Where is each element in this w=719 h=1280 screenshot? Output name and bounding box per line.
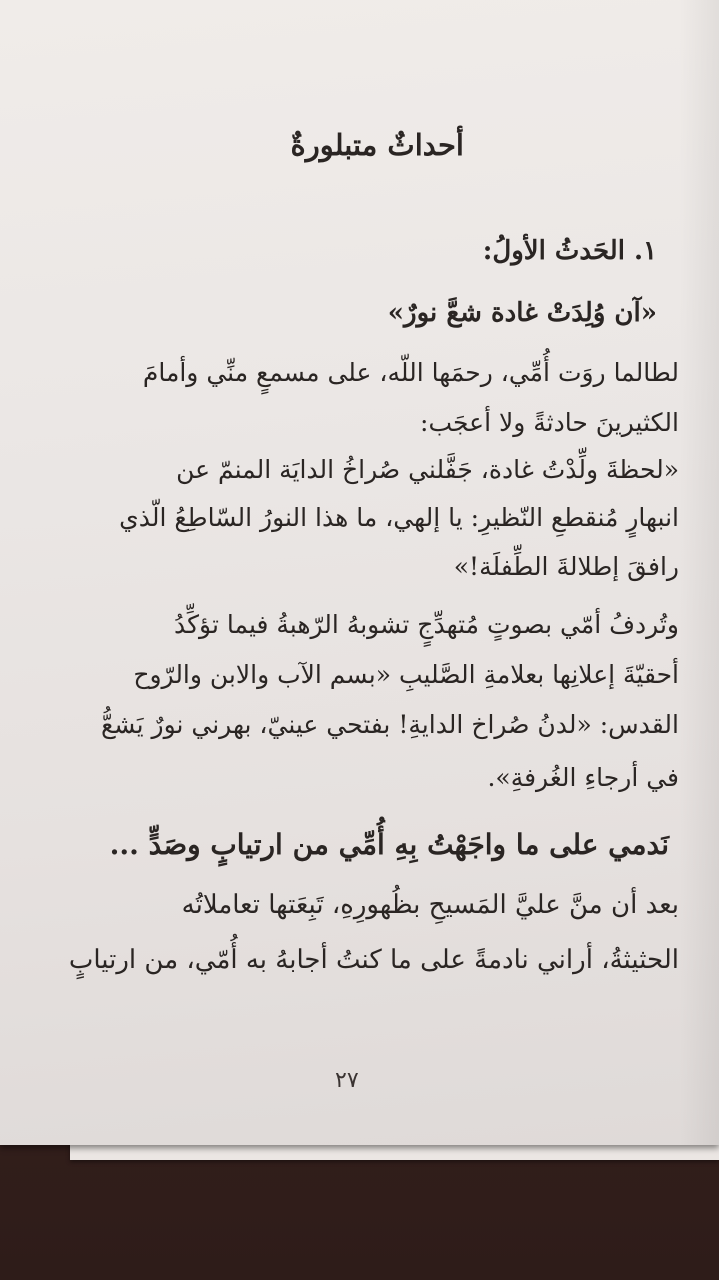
body-line: لطالما روَت أُمِّي، رحمَها اللّه، على مسمعٍ منِّي وأمامَ (142, 358, 679, 387)
body-line: أحقيّةَ إعلانِها بعلامةِ الصَّليبِ «بسم الآب والابن والرّوح (133, 660, 679, 689)
chapter-title: أحداثٌ متبلورةٌ (290, 128, 464, 162)
quote-heading: «آن وُلِدَتْ غادة شعَّ نورٌ» (387, 298, 657, 328)
subheading: نَدمي على ما واجَهْتُ بِهِ أُمِّي من ارتيابٍ وصَدٍّ ... (109, 828, 669, 861)
body-line: القدس: «لدنُ صُراخ الدايةِ! بفتحي عينيّ، بهرني نورٌ يَشعُّ (100, 710, 679, 739)
body-line: انبهارٍ مُنقطعِ النّظيرِ: يا إلهي، ما هذا النورُ السّاطِعُ الّذي (119, 503, 679, 532)
body-line: رافقَ إطلالةَ الطِّفلَة!» (453, 552, 679, 581)
body-line: في أرجاءِ الغُرفةِ». (487, 763, 679, 792)
body-line: وتُردفُ أمّي بصوتٍ مُتهدِّجٍ تشوبهُ الرّهبةُ فيما تؤكِّدُ (174, 610, 679, 639)
section-heading: ١. الحَدثُ الأولُ: (482, 236, 657, 266)
body-line: بعد أن منَّ عليَّ المَسيحِ بظُهورِهِ، تَبِعَتها تعاملاتُه (181, 890, 679, 920)
body-line: الكثيرينَ حادثةً ولا أعجَب: (420, 408, 679, 437)
body-line: الحثيثةُ، أراني نادمةً على ما كنتُ أجابهُ به أُمّي، من ارتيابٍ (68, 945, 679, 975)
page-number: ٢٧ (335, 1068, 359, 1093)
body-line: «لحظةَ ولِّدْتُ غادة، جَفَّلني صُراخُ الدايَة المنمّ عن (176, 455, 679, 484)
